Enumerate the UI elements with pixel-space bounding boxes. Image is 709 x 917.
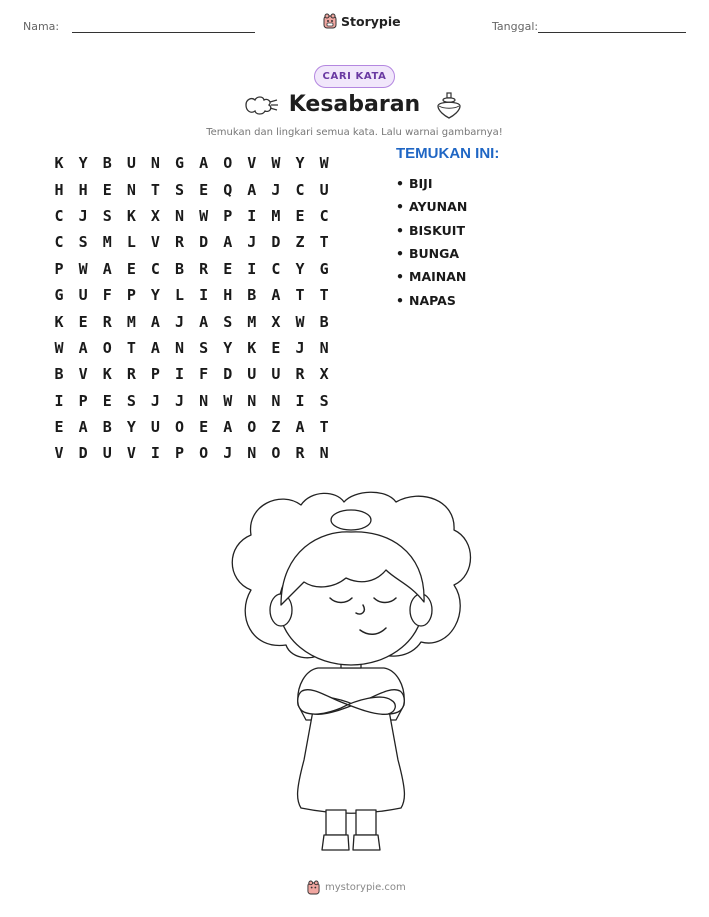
grid-cell[interactable]: X (150, 206, 160, 225)
grid-cell[interactable]: S (102, 206, 112, 225)
word-list-item (396, 288, 467, 311)
grid-cell[interactable]: S (199, 338, 209, 357)
grid-cell[interactable]: N (319, 338, 329, 357)
grid-cell[interactable]: E (78, 312, 88, 331)
name-label: Nama: (23, 20, 60, 33)
grid-cell[interactable]: W (199, 206, 209, 225)
grid-cell[interactable]: C (319, 206, 329, 225)
grid-cell[interactable]: J (295, 338, 305, 357)
word-label: NAPAS (409, 292, 456, 308)
grid-cell[interactable]: N (247, 444, 257, 463)
word-list-title: TEMUKAN INI: (396, 145, 500, 162)
grid-cell[interactable]: E (102, 391, 112, 410)
grid-cell[interactable]: N (175, 338, 185, 357)
grid-cell[interactable]: R (295, 444, 305, 463)
grid-cell[interactable]: W (319, 154, 329, 173)
grid-cell[interactable]: A (223, 233, 233, 252)
grid-cell[interactable]: O (102, 338, 112, 357)
grid-cell[interactable]: P (150, 365, 160, 384)
grid-cell[interactable]: N (247, 391, 257, 410)
grid-cell[interactable]: P (78, 391, 88, 410)
grid-cell[interactable]: H (78, 180, 88, 199)
grid-cell[interactable]: S (126, 391, 136, 410)
grid-cell[interactable]: J (78, 206, 88, 225)
grid-cell[interactable]: Y (150, 286, 160, 305)
grid-cell[interactable]: M (126, 312, 136, 331)
word-list-item (396, 265, 467, 288)
grid-cell[interactable]: N (199, 391, 209, 410)
grid-cell[interactable]: U (247, 365, 257, 384)
grid-cell[interactable]: J (247, 233, 257, 252)
word-label: MAINAN (409, 269, 467, 285)
bullet-icon: • (396, 246, 404, 262)
grid-cell[interactable]: W (223, 391, 233, 410)
grid-cell[interactable]: S (175, 180, 185, 199)
grid-cell[interactable]: L (126, 233, 136, 252)
grid-cell[interactable]: K (102, 365, 112, 384)
brand-logo (323, 13, 401, 29)
grid-cell[interactable]: K (54, 154, 64, 173)
word-list-item (396, 219, 467, 242)
bullet-icon: • (396, 292, 404, 308)
grid-cell[interactable]: A (78, 418, 88, 437)
grid-cell[interactable]: U (102, 444, 112, 463)
bullet-icon: • (396, 199, 404, 215)
grid-cell[interactable]: A (247, 180, 257, 199)
grid-cell[interactable]: P (175, 444, 185, 463)
footer-url[interactable]: mystorypie.com (325, 882, 406, 893)
grid-cell[interactable]: I (54, 391, 64, 410)
grid-cell[interactable]: A (150, 338, 160, 357)
grid-cell[interactable]: H (54, 180, 64, 199)
word-label: BIJI (409, 176, 433, 192)
grid-cell[interactable]: J (223, 444, 233, 463)
grid-cell[interactable]: Y (78, 154, 88, 173)
grid-cell[interactable]: N (150, 154, 160, 173)
grid-cell[interactable]: W (54, 338, 64, 357)
grid-cell[interactable]: J (271, 180, 281, 199)
grid-cell[interactable]: T (295, 286, 305, 305)
grid-cell[interactable]: B (319, 312, 329, 331)
category-badge: CARI KATA (314, 65, 395, 88)
grid-cell[interactable]: A (78, 338, 88, 357)
grid-cell[interactable]: K (247, 338, 257, 357)
grid-cell[interactable]: R (295, 365, 305, 384)
grid-cell[interactable]: J (175, 391, 185, 410)
grid-cell[interactable]: S (319, 391, 329, 410)
storypie-logo-icon (323, 13, 337, 29)
grid-cell[interactable]: E (102, 180, 112, 199)
grid-cell[interactable]: D (78, 444, 88, 463)
page-title: Kesabaran (288, 92, 421, 117)
grid-cell[interactable]: I (247, 259, 257, 278)
grid-cell[interactable]: D (199, 233, 209, 252)
word-label: BISKUIT (409, 222, 465, 238)
grid-cell[interactable]: J (150, 391, 160, 410)
grid-cell[interactable]: W (271, 154, 281, 173)
grid-cell[interactable]: T (126, 338, 136, 357)
grid-cell[interactable]: Y (295, 259, 305, 278)
grid-cell[interactable]: P (126, 286, 136, 305)
grid-cell[interactable]: T (150, 180, 160, 199)
grid-cell[interactable]: B (54, 365, 64, 384)
grid-cell[interactable]: L (175, 286, 185, 305)
grid-cell[interactable]: W (295, 312, 305, 331)
date-line[interactable] (538, 32, 686, 33)
grid-cell[interactable]: P (54, 259, 64, 278)
grid-cell[interactable]: V (54, 444, 64, 463)
word-label: AYUNAN (409, 199, 468, 215)
grid-cell[interactable]: E (223, 259, 233, 278)
grid-cell[interactable]: K (54, 312, 64, 331)
grid-cell[interactable]: I (295, 391, 305, 410)
grid-cell[interactable]: C (150, 259, 160, 278)
grid-cell[interactable]: A (223, 418, 233, 437)
grid-cell[interactable]: P (223, 206, 233, 225)
grid-cell[interactable]: T (319, 233, 329, 252)
grid-cell[interactable]: K (126, 206, 136, 225)
grid-cell[interactable]: I (199, 286, 209, 305)
grid-cell[interactable]: O (175, 418, 185, 437)
grid-cell[interactable]: W (78, 259, 88, 278)
grid-cell[interactable]: U (126, 154, 136, 173)
grid-cell[interactable]: N (126, 180, 136, 199)
girl-illustration (226, 490, 476, 860)
grid-cell[interactable]: E (295, 206, 305, 225)
name-line[interactable] (72, 32, 255, 33)
grid-cell[interactable]: X (319, 365, 329, 384)
grid-cell[interactable]: Y (223, 338, 233, 357)
grid-cell[interactable]: H (223, 286, 233, 305)
grid-cell[interactable]: N (319, 444, 329, 463)
bullet-icon: • (396, 222, 404, 238)
grid-cell[interactable]: V (126, 444, 136, 463)
grid-cell[interactable]: A (150, 312, 160, 331)
grid-cell[interactable]: I (150, 444, 160, 463)
storypie-logo-icon (307, 880, 320, 895)
word-list-item (396, 172, 467, 195)
grid-cell[interactable]: C (54, 206, 64, 225)
grid-cell[interactable]: A (295, 418, 305, 437)
bullet-icon: • (396, 176, 404, 192)
grid-cell[interactable]: D (223, 365, 233, 384)
date-label: Tanggal: (492, 20, 539, 33)
grid-cell[interactable]: X (271, 312, 281, 331)
grid-cell[interactable]: J (175, 312, 185, 331)
grid-cell[interactable]: A (199, 154, 209, 173)
grid-cell[interactable]: B (102, 418, 112, 437)
grid-cell[interactable]: U (319, 180, 329, 199)
grid-cell[interactable]: A (199, 312, 209, 331)
grid-cell[interactable]: S (78, 233, 88, 252)
grid-cell[interactable]: M (271, 206, 281, 225)
grid-cell[interactable]: T (319, 418, 329, 437)
grid-cell[interactable]: E (271, 338, 281, 357)
grid-cell[interactable]: G (175, 154, 185, 173)
grid-cell[interactable]: V (150, 233, 160, 252)
word-list (396, 172, 467, 312)
bullet-icon: • (396, 269, 404, 285)
grid-cell[interactable]: A (271, 286, 281, 305)
grid-cell[interactable]: C (271, 259, 281, 278)
grid-cell[interactable]: O (199, 444, 209, 463)
grid-cell[interactable]: V (247, 154, 257, 173)
grid-cell[interactable]: E (199, 418, 209, 437)
grid-cell[interactable]: Y (295, 154, 305, 173)
grid-cell[interactable]: F (102, 286, 112, 305)
grid-cell[interactable]: Y (126, 418, 136, 437)
grid-cell[interactable]: G (54, 286, 64, 305)
grid-cell[interactable]: E (54, 418, 64, 437)
grid-cell[interactable]: S (223, 312, 233, 331)
grid-cell[interactable]: Z (271, 418, 281, 437)
grid-cell[interactable]: G (319, 259, 329, 278)
grid-cell[interactable]: V (78, 365, 88, 384)
grid-cell[interactable]: R (199, 259, 209, 278)
grid-cell[interactable]: B (102, 154, 112, 173)
grid-cell[interactable]: C (54, 233, 64, 252)
grid-cell[interactable]: E (126, 259, 136, 278)
grid-cell[interactable]: U (78, 286, 88, 305)
grid-cell[interactable]: N (175, 206, 185, 225)
grid-cell[interactable]: Q (223, 180, 233, 199)
grid-cell[interactable]: I (247, 206, 257, 225)
word-list-item (396, 195, 467, 218)
grid-cell[interactable]: R (126, 365, 136, 384)
word-label: BUNGA (409, 246, 460, 262)
grid-cell[interactable]: M (247, 312, 257, 331)
word-list-item (396, 242, 467, 265)
grid-cell[interactable]: O (271, 444, 281, 463)
spinning-top-icon (436, 92, 462, 120)
grid-cell[interactable]: M (102, 233, 112, 252)
instructions: Temukan dan lingkari semua kata. Lalu warnai gambarnya! (206, 127, 503, 138)
grid-cell[interactable]: B (247, 286, 257, 305)
letter-grid[interactable] (47, 150, 336, 467)
brand-name: Storypie (341, 13, 401, 29)
grid-cell[interactable]: Z (295, 233, 305, 252)
grid-cell[interactable]: R (102, 312, 112, 331)
grid-cell[interactable]: B (175, 259, 185, 278)
grid-cell[interactable]: C (295, 180, 305, 199)
grid-cell[interactable]: I (175, 365, 185, 384)
grid-cell[interactable]: E (199, 180, 209, 199)
grid-cell[interactable]: O (247, 418, 257, 437)
grid-cell[interactable]: D (271, 233, 281, 252)
grid-cell[interactable]: U (271, 365, 281, 384)
grid-cell[interactable]: U (150, 418, 160, 437)
grid-cell[interactable]: T (319, 286, 329, 305)
grid-cell[interactable]: O (223, 154, 233, 173)
grid-cell[interactable]: A (102, 259, 112, 278)
grid-cell[interactable]: R (175, 233, 185, 252)
footer (307, 880, 406, 895)
grid-cell[interactable]: F (199, 365, 209, 384)
grid-cell[interactable]: N (271, 391, 281, 410)
